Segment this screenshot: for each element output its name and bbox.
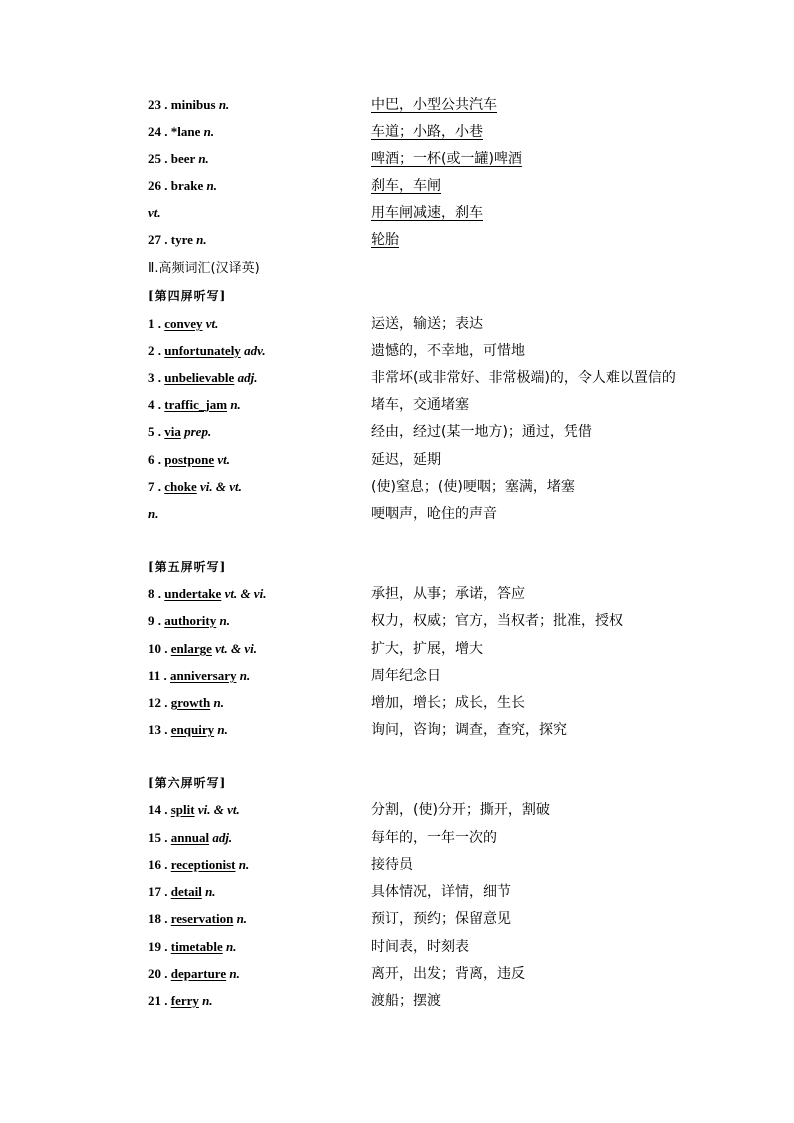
entry-number: 1 . xyxy=(148,316,161,331)
entry-word: *lane xyxy=(170,124,201,139)
part-of-speech: n. xyxy=(225,939,237,954)
section-heading: Ⅱ.高频词汇(汉译英) xyxy=(148,261,260,276)
chinese-meaning: 非常坏(或非常好、非常极端)的，令人难以置信的 xyxy=(371,370,676,386)
entry-number: 17 . xyxy=(148,884,168,899)
entry-word: beer xyxy=(170,151,196,166)
vocab-row xyxy=(148,94,708,116)
entry-word: timetable xyxy=(170,939,223,954)
entry-number: 15 . xyxy=(148,830,168,845)
vocab-row xyxy=(148,340,708,362)
vocab-row xyxy=(148,719,708,741)
entry-number: 9 . xyxy=(148,613,161,628)
entry-number: 26 . xyxy=(148,178,168,193)
part-of-speech: vt. & vi. xyxy=(224,586,267,601)
english-entry xyxy=(148,476,242,498)
part-of-speech: n. xyxy=(206,178,217,193)
entry-word: convey xyxy=(164,316,203,331)
vocab-row xyxy=(148,963,708,985)
entry-number: 4 . xyxy=(148,397,161,412)
part-of-speech: n. xyxy=(230,397,241,412)
part-of-speech: n. xyxy=(238,857,250,872)
vocab-row xyxy=(148,854,708,876)
chinese-meaning: 权力，权威；官方，当权者；批准，授权 xyxy=(371,613,623,629)
section-label: [第五屏听写] xyxy=(148,560,227,574)
chinese-meaning: 轮胎 xyxy=(371,232,399,248)
vocab-row xyxy=(148,421,708,443)
part-of-speech: adj. xyxy=(237,370,258,385)
vocab-row xyxy=(148,394,708,416)
entry-word: ferry xyxy=(170,993,199,1008)
english-entry xyxy=(148,367,257,389)
entry-word: departure xyxy=(170,966,227,981)
english-entry xyxy=(148,175,217,197)
entry-word: enquiry xyxy=(170,722,215,737)
english-entry xyxy=(148,503,158,525)
entry-word: enlarge xyxy=(170,641,212,656)
english-entry xyxy=(148,394,241,416)
entry-word: via xyxy=(164,424,181,439)
entry-number: 25 . xyxy=(148,151,168,166)
part-of-speech: n. xyxy=(236,911,248,926)
part-of-speech: n. xyxy=(229,966,240,981)
english-entry xyxy=(148,229,207,251)
vocab-row xyxy=(148,990,708,1012)
english-entry xyxy=(148,610,230,632)
entry-number: 6 . xyxy=(148,452,161,467)
vocab-row xyxy=(148,476,708,498)
chinese-meaning: 啤酒；一杯(或一罐)啤酒 xyxy=(371,151,522,167)
entry-word: postpone xyxy=(164,452,215,467)
english-entry xyxy=(148,881,216,903)
vocab-row xyxy=(148,638,708,660)
entry-word: split xyxy=(170,802,195,817)
entry-word: growth xyxy=(170,695,211,710)
english-entry xyxy=(148,799,240,821)
entry-number: 12 . xyxy=(148,695,168,710)
entry-number: 8 . xyxy=(148,586,161,601)
vocab-row xyxy=(148,692,708,714)
vocab-row xyxy=(148,202,708,224)
vocab-row xyxy=(148,665,708,687)
vocab-row xyxy=(148,799,708,821)
part-of-speech: n. xyxy=(198,151,209,166)
chinese-meaning: 中巴，小型公共汽车 xyxy=(371,97,497,113)
entry-word: choke xyxy=(164,479,197,494)
vocab-row xyxy=(148,449,708,471)
entry-word: receptionist xyxy=(170,857,236,872)
vocab-row xyxy=(148,229,708,251)
part-of-speech: n. xyxy=(217,722,228,737)
entry-number: 21 . xyxy=(148,993,168,1008)
chinese-meaning: 渡船；摆渡 xyxy=(371,993,441,1009)
english-entry xyxy=(148,963,240,985)
chinese-meaning: 具体情况，详情，细节 xyxy=(371,884,511,900)
entry-number: 13 . xyxy=(148,722,168,737)
chinese-meaning: 运送，输送；表达 xyxy=(371,316,483,332)
part-of-speech: n. xyxy=(218,97,230,112)
vocab-row xyxy=(148,121,708,143)
part-of-speech: n. xyxy=(213,695,224,710)
entry-word: reservation xyxy=(170,911,234,926)
chinese-meaning: 扩大，扩展，增大 xyxy=(371,641,483,657)
chinese-meaning: 接待员 xyxy=(371,857,413,873)
chinese-meaning: 承担，从事；承诺，答应 xyxy=(371,586,525,602)
entry-number: 20 . xyxy=(148,966,168,981)
chinese-meaning: 周年纪念日 xyxy=(371,668,441,684)
part-of-speech: n. xyxy=(219,613,230,628)
entry-word: unfortunately xyxy=(164,343,241,358)
chinese-meaning: 询问，咨询；调查，查究，探究 xyxy=(371,722,567,738)
entry-number: 7 . xyxy=(148,479,161,494)
entry-word: unbelievable xyxy=(164,370,235,385)
chinese-meaning: (使)窒息；(使)哽咽；塞满，堵塞 xyxy=(371,479,575,495)
chinese-meaning: 延迟，延期 xyxy=(371,452,441,468)
part-of-speech: n. xyxy=(196,232,207,247)
chinese-meaning: 堵车，交通堵塞 xyxy=(371,397,469,413)
part-of-speech: n. xyxy=(202,993,213,1008)
english-entry xyxy=(148,665,250,687)
english-entry xyxy=(148,340,266,362)
vocab-row xyxy=(148,175,708,197)
entry-number: 2 . xyxy=(148,343,161,358)
english-entry xyxy=(148,908,247,930)
vocab-row xyxy=(148,367,708,389)
entry-number: 5 . xyxy=(148,424,161,439)
entry-number: 23 . xyxy=(148,97,168,112)
part-of-speech: n. xyxy=(148,506,159,521)
chinese-meaning: 分割，(使)分开；撕开，割破 xyxy=(371,802,550,818)
part-of-speech: n. xyxy=(203,124,215,139)
vocab-row xyxy=(148,610,708,632)
chinese-meaning: 增加，增长；成长，生长 xyxy=(371,695,525,711)
chinese-meaning: 离开，出发；背离，违反 xyxy=(371,966,525,982)
entry-number: 27 . xyxy=(148,232,168,247)
chinese-meaning: 经由，经过(某一地方)；通过，凭借 xyxy=(371,424,592,440)
entry-word: anniversary xyxy=(170,668,237,683)
chinese-meaning: 车道；小路，小巷 xyxy=(371,124,483,140)
english-entry xyxy=(148,313,218,335)
chinese-meaning: 时间表，时刻表 xyxy=(371,939,469,955)
english-entry xyxy=(148,854,249,876)
entry-number: 14 . xyxy=(148,802,168,817)
english-entry xyxy=(148,827,232,849)
chinese-meaning: 哽咽声，呛住的声音 xyxy=(371,506,497,522)
english-entry xyxy=(148,449,230,471)
entry-number: 24 . xyxy=(148,124,168,139)
entry-number: 18 . xyxy=(148,911,168,926)
vocab-row xyxy=(148,503,708,525)
entry-number: 19 . xyxy=(148,939,168,954)
part-of-speech: vt. xyxy=(205,316,219,331)
english-entry xyxy=(148,421,211,443)
chinese-meaning: 每年的，一年一次的 xyxy=(371,830,497,846)
entry-word: authority xyxy=(164,613,217,628)
entry-number: 11 . xyxy=(148,668,167,683)
vocab-row xyxy=(148,936,708,958)
chinese-meaning: 预订，预约；保留意见 xyxy=(371,911,511,927)
vocab-row xyxy=(148,881,708,903)
part-of-speech: n. xyxy=(239,668,251,683)
english-entry xyxy=(148,990,213,1012)
entry-word: tyre xyxy=(170,232,193,247)
english-entry xyxy=(148,583,266,605)
part-of-speech: vt. xyxy=(217,452,230,467)
chinese-meaning: 用车闸减速，刹车 xyxy=(371,205,483,221)
english-entry xyxy=(148,202,161,224)
part-of-speech: prep. xyxy=(184,424,212,439)
part-of-speech: adj. xyxy=(212,830,233,845)
entry-word: annual xyxy=(170,830,210,845)
entry-number: 16 . xyxy=(148,857,168,872)
vocab-row xyxy=(148,908,708,930)
english-entry xyxy=(148,719,228,741)
vocab-row xyxy=(148,583,708,605)
vocab-row xyxy=(148,313,708,335)
entry-word: minibus xyxy=(170,97,216,112)
english-entry xyxy=(148,638,257,660)
entry-word: undertake xyxy=(164,586,222,601)
part-of-speech: vi. & vt. xyxy=(197,802,240,817)
vocab-row xyxy=(148,827,708,849)
part-of-speech: adv. xyxy=(244,343,266,358)
vocab-row xyxy=(148,148,708,170)
english-entry xyxy=(148,692,224,714)
english-entry xyxy=(148,94,229,116)
entry-number: 10 . xyxy=(148,641,168,656)
chinese-meaning: 刹车，车闸 xyxy=(371,178,441,194)
part-of-speech: vt. & vi. xyxy=(215,641,258,656)
entry-word: brake xyxy=(170,178,204,193)
entry-word: detail xyxy=(170,884,202,899)
english-entry xyxy=(148,936,236,958)
entry-number: 3 . xyxy=(148,370,161,385)
part-of-speech: n. xyxy=(205,884,216,899)
part-of-speech: vi. & vt. xyxy=(200,479,242,494)
part-of-speech: vt. xyxy=(148,205,161,220)
english-entry xyxy=(148,121,214,143)
chinese-meaning: 遗憾的，不幸地，可惜地 xyxy=(371,343,525,359)
english-entry xyxy=(148,148,209,170)
section-label: [第四屏听写] xyxy=(148,289,227,303)
section-label: [第六屏听写] xyxy=(148,776,227,790)
entry-word: traffic_jam xyxy=(164,397,228,412)
